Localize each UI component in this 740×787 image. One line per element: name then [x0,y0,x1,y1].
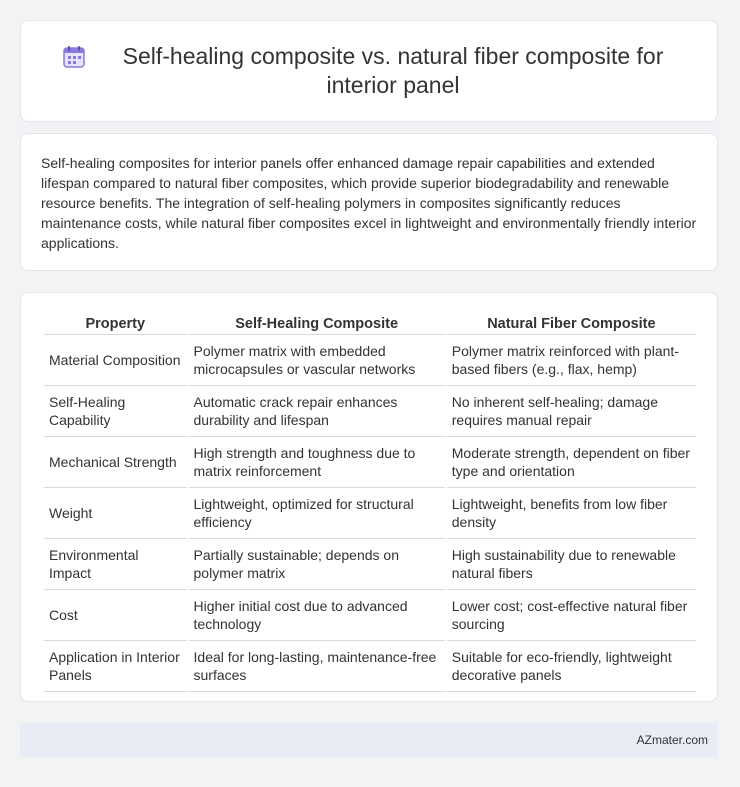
table-row [44,386,696,437]
comparison-card [20,292,718,702]
table-row [44,437,696,488]
natural-fiber-cell: High sustainability due to renewable natural fibers [447,539,696,590]
natural-fiber-cell: Polymer matrix reinforced with plant-based fibers (e.g., flax, hemp) [447,335,696,386]
summary-text: Self-healing composites for interior panels offer enhanced damage repair capabilities and extended lifespan compared to natural fiber composites, which provide superior biodegradability and renewable resource benefits. The integration of self-healing polymers in composites significantly reduces maintenance costs, while natural fiber composites excel in lightweight and environmentally friendly interior applications. [41,155,697,251]
table-header-row [44,310,696,335]
table-row [44,641,696,692]
property-cell: Material Composition [44,335,187,386]
self-healing-cell: High strength and toughness due to matrix reinforcement [189,437,445,488]
column-header-property: Property [44,310,187,335]
natural-fiber-cell: No inherent self-healing; damage requires manual repair [447,386,696,437]
footer-brand[interactable]: AZmater.com [636,733,708,747]
property-cell: Environmental Impact [44,539,187,590]
natural-fiber-cell: Lower cost; cost-effective natural fiber sourcing [447,590,696,641]
self-healing-cell: Automatic crack repair enhances durability and lifespan [189,386,445,437]
table-row [44,488,696,539]
natural-fiber-cell: Suitable for eco-friendly, lightweight decorative panels [447,641,696,692]
natural-fiber-cell: Lightweight, benefits from low fiber density [447,488,696,539]
property-cell: Weight [44,488,187,539]
self-healing-cell: Polymer matrix with embedded microcapsules or vascular networks [189,335,445,386]
title-card [20,20,718,122]
property-cell: Self-Healing Capability [44,386,187,437]
comparison-table [42,310,698,692]
self-healing-cell: Lightweight, optimized for structural efficiency [189,488,445,539]
self-healing-cell: Higher initial cost due to advanced technology [189,590,445,641]
table-row [44,590,696,641]
calendar-icon [61,44,87,70]
column-header-natural-fiber: Natural Fiber Composite [447,310,696,335]
footer-bar [20,723,718,757]
column-header-self-healing: Self-Healing Composite [189,310,445,335]
self-healing-cell: Partially sustainable; depends on polymer matrix [189,539,445,590]
table-row [44,335,696,386]
summary-card [20,133,718,271]
natural-fiber-cell: Moderate strength, dependent on fiber type and orientation [447,437,696,488]
table-row [44,539,696,590]
property-cell: Mechanical Strength [44,437,187,488]
self-healing-cell: Ideal for long-lasting, maintenance-free surfaces [189,641,445,692]
property-cell: Application in Interior Panels [44,641,187,692]
page-title: Self-healing composite vs. natural fiber composite for interior panel [122,43,664,98]
property-cell: Cost [44,590,187,641]
